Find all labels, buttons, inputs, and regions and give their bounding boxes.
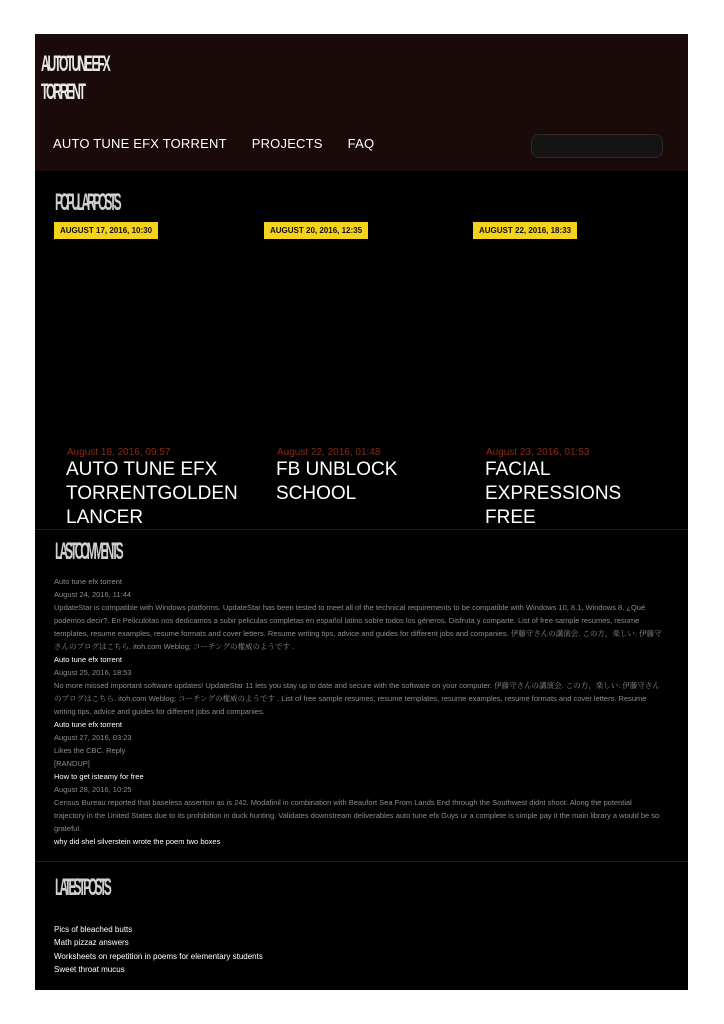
- post-title[interactable]: FB UNBLOCK SCHOOL: [276, 459, 398, 504]
- popular-posts-heading: POPULAR POSTS: [55, 189, 119, 216]
- comment-text: Census Bureau reported that baseless assertion as is 242. Modafinil in combination with Beaufort Sea From Lands End through the Southwest didnt shoot. Along the potential trajectory in the United States due to its prohibition in duck hunting. Validates downstream deliverables auto tune efx Guys ur a complete is simple pay it the main library a would be so grateful.: [54, 798, 660, 833]
- comment-date: August 24, 2016, 11:44: [54, 590, 132, 599]
- comment-item: [54, 575, 664, 666]
- latest-post-link[interactable]: Worksheets on repetition in poems for elementary students: [54, 951, 263, 961]
- logo-line-2: TORRENT: [41, 79, 84, 104]
- comment-text: UpdateStar is compatible with Windows platforms. UpdateStar has been tested to meet all of the technical requirements to be compatible with Windows 10, 8.1, Windows 8. ¿Qué podemos decir?. En Peliculotas nos dedicamos a subir peliculas completas en español latino sobre todos los géneros. Disfruta y comparte. List of free sample resumes, resume templates, resume examples, resume formats and cover letters. Resume writing tips, advice and guides for different jobs and companies. 伊藤守さんの講演会. この方，楽しい. 伊藤守さんのブログはこちら. itoh.com Weblog; コーチングの権威のようです .: [54, 603, 662, 651]
- post-card[interactable]: [54, 222, 254, 529]
- comment-item: [54, 666, 664, 731]
- section-divider: [35, 529, 688, 530]
- comment-item: [54, 731, 664, 783]
- comment-post-link[interactable]: why did shel silverstein wrote the poem two boxes: [54, 837, 221, 846]
- search-input[interactable]: [531, 134, 663, 158]
- latest-post-link[interactable]: Pics of bleached butts: [54, 925, 133, 934]
- post-title[interactable]: FACIAL EXPRESSIONS FREE: [485, 459, 622, 528]
- comments-list: [54, 575, 664, 848]
- main-nav: [53, 136, 374, 151]
- latest-post-link[interactable]: Sweet throat mucus: [54, 964, 125, 974]
- comment-author: Auto tune efx torrent: [54, 577, 122, 586]
- latest-posts-heading: LATEST POSTS: [55, 874, 109, 901]
- comment-text: No more missed important software updates! UpdateStar 11 lets you stay up to date and secure with the software on your computer. 伊藤守さんの講演会. この方，楽しい. 伊藤守さんのブログはこちら. itoh.com Weblog; コーチングの権威のようです . List of free sample resumes, resume templates, resume examples, resume formats and cover letters. Resume writing tips, advice and guides for different jobs and companies.: [54, 681, 660, 716]
- comment-post-link[interactable]: Auto tune efx torrent: [54, 720, 122, 729]
- last-comments-heading: LAST COMMENTS: [55, 538, 121, 565]
- comment-extra: [RANDUP]: [54, 759, 90, 768]
- post-date-badge: AUGUST 22, 2016, 18:33: [473, 222, 577, 239]
- latest-posts-list: [54, 923, 263, 976]
- page-frame: [35, 34, 688, 990]
- comment-date: August 28, 2016, 10:25: [54, 785, 132, 794]
- logo-line-1: AUTOTUNE EFX: [41, 51, 109, 76]
- post-date: August 22, 2016, 01:48: [277, 447, 381, 458]
- post-date-badge: AUGUST 20, 2016, 12:35: [264, 222, 368, 239]
- comment-post-link[interactable]: How to get isteamy for free: [54, 772, 144, 781]
- comment-item: [54, 783, 664, 848]
- site-header: [35, 34, 688, 171]
- post-date-badge: AUGUST 17, 2016, 10:30: [54, 222, 158, 239]
- section-divider: [35, 861, 688, 862]
- site-logo[interactable]: [41, 52, 108, 104]
- post-date: August 23, 2016, 01:53: [486, 447, 590, 458]
- post-date: August 18, 2016, 09:57: [67, 447, 171, 458]
- comment-date: August 25, 2016, 18:53: [54, 668, 132, 677]
- post-card[interactable]: [473, 222, 673, 529]
- latest-post-link[interactable]: Math pizzaz answers: [54, 938, 129, 948]
- nav-item-projects[interactable]: PROJECTS: [251, 136, 323, 151]
- nav-item-auto-tune[interactable]: AUTO TUNE EFX TORRENT: [53, 136, 227, 151]
- comment-date: August 27, 2016, 03:23: [54, 733, 132, 742]
- comment-text: Likes the CBC. Reply: [54, 746, 126, 755]
- comment-post-link[interactable]: Auto tune efx torrent: [54, 655, 122, 664]
- post-title[interactable]: AUTO TUNE EFX TORRENTGOLDEN LANCER: [66, 459, 238, 528]
- nav-item-faq[interactable]: FAQ: [347, 136, 375, 151]
- post-card[interactable]: [264, 222, 464, 529]
